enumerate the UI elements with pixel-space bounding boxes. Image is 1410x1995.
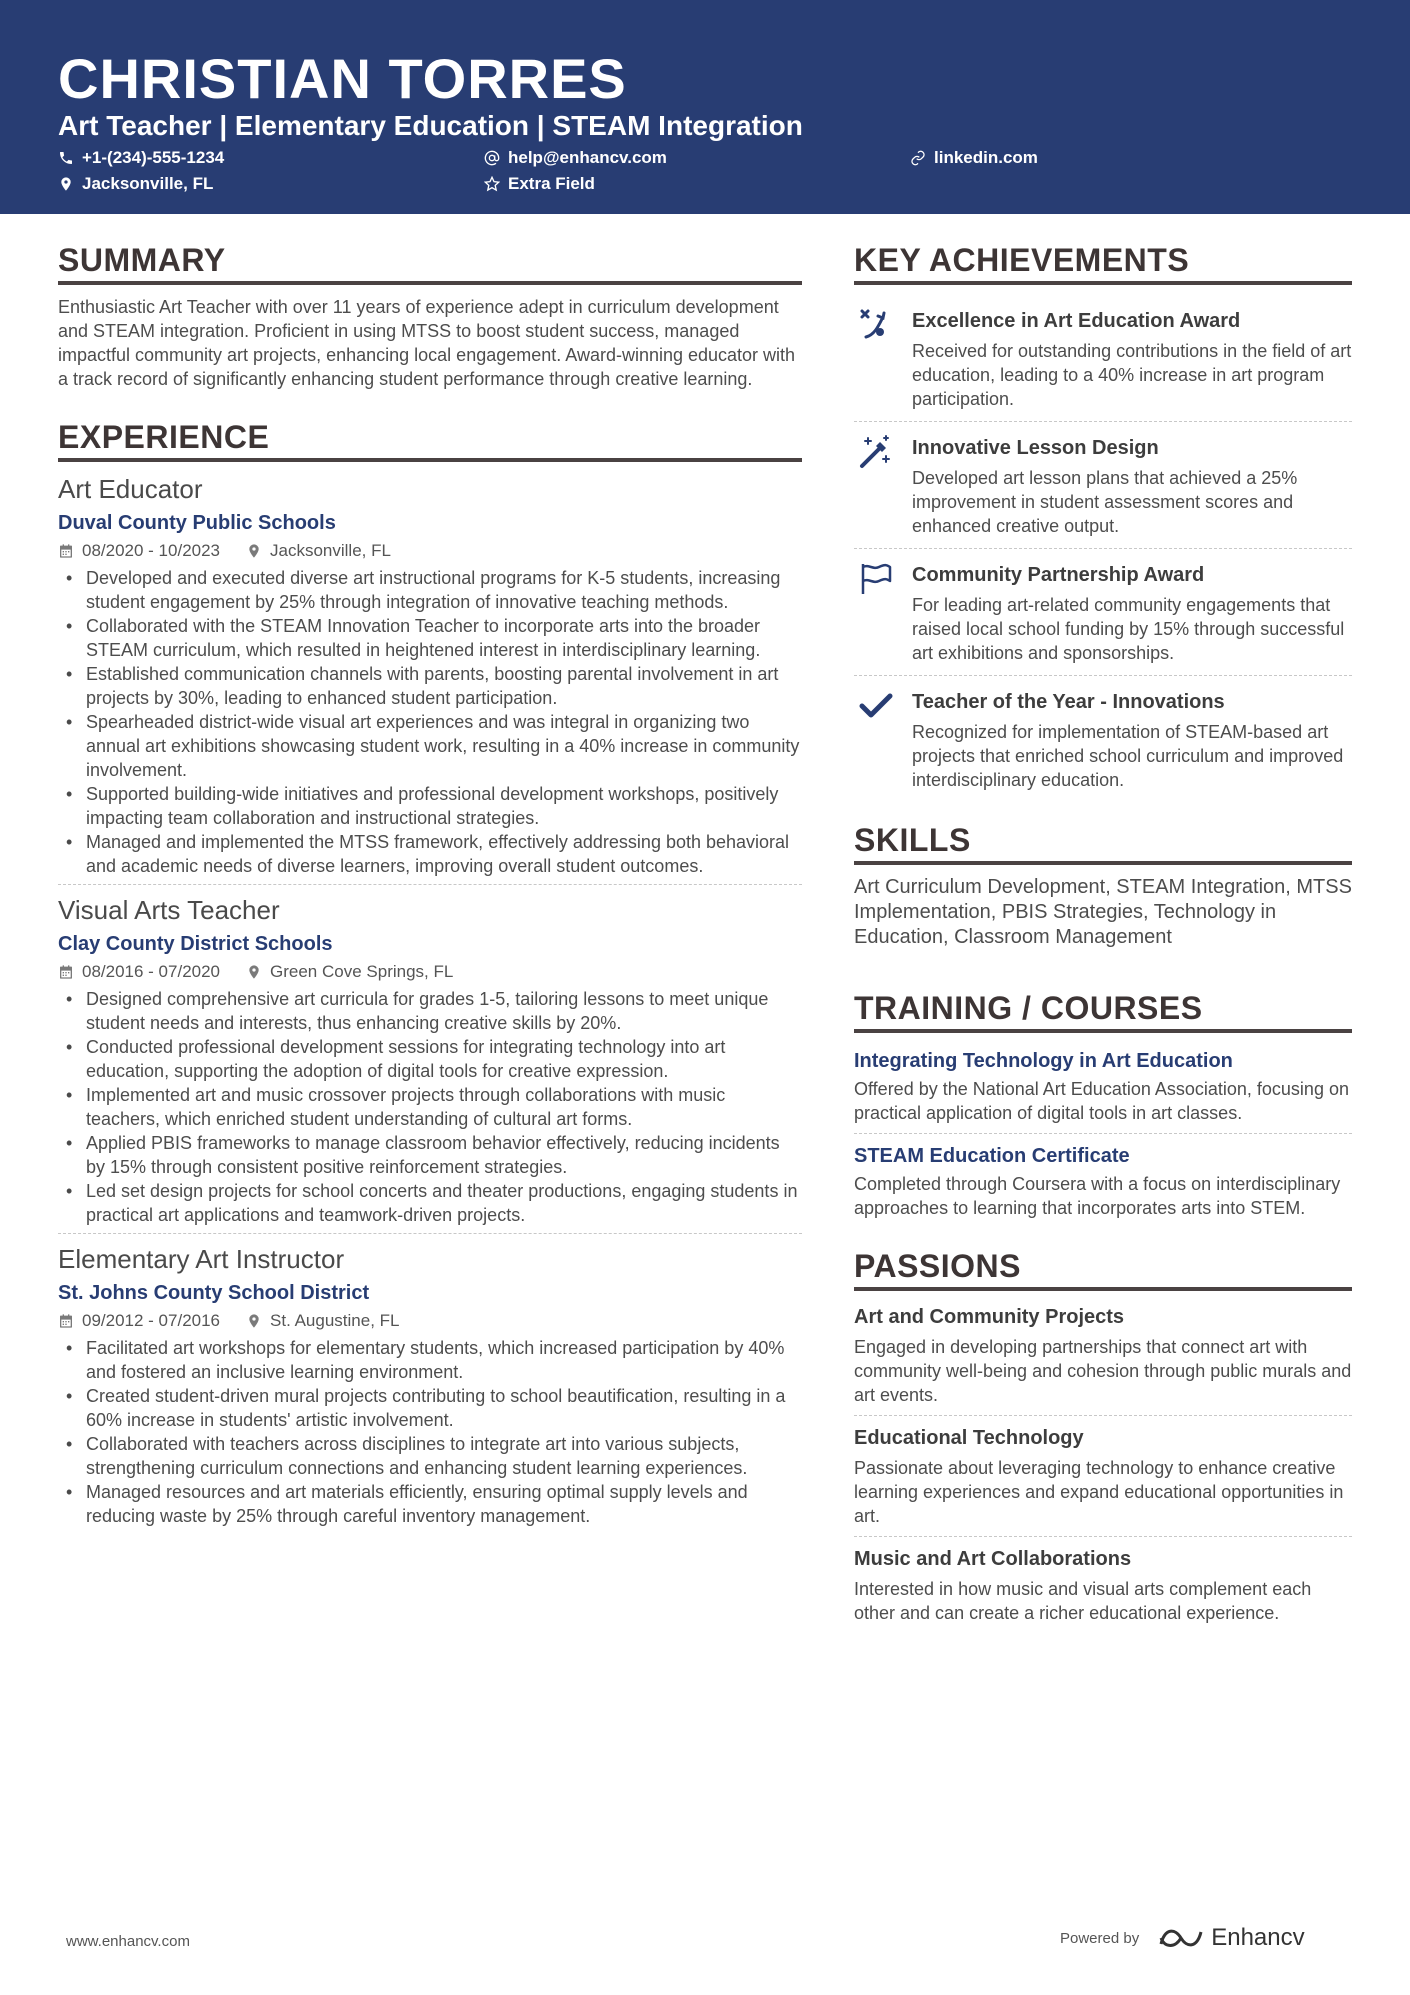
- passions-list: [854, 1301, 1352, 1633]
- link-icon: [910, 150, 926, 166]
- achievement-item: [854, 421, 1352, 548]
- candidate-tagline: Art Teacher | Elementary Education | STEAM Integration: [58, 110, 803, 141]
- passion-description: Passionate about leveraging technology to enhance creative learning experiences and expand educational opportunities in art.: [854, 1458, 1344, 1526]
- email-text[interactable]: help@enhancv.com: [508, 148, 667, 167]
- achievement-description: For leading art-related community engagements that raised local school funding by 15% through successful art exhibitions and sponsorships.: [912, 595, 1345, 663]
- achievement-title: Teacher of the Year - Innovations: [912, 691, 1225, 713]
- passion-title: Music and Art Collaborations: [854, 1548, 1132, 1570]
- job-title: Visual Arts Teacher: [58, 895, 280, 925]
- achievement-title: Excellence in Art Education Award: [912, 310, 1241, 332]
- course-description: Completed through Coursera with a focus on interdisciplinary approaches to learning that incorporates arts into STEM.: [854, 1174, 1341, 1218]
- company-name: St. Johns County School District: [58, 1282, 370, 1304]
- passion-item: [854, 1415, 1352, 1536]
- contact-extra: [484, 174, 595, 194]
- brand-text: Enhancv: [1211, 1924, 1305, 1951]
- experience-list: [58, 472, 802, 1534]
- job-location: [246, 959, 453, 985]
- achievement-icon-wrap: [854, 434, 912, 538]
- passion-description: Interested in how music and visual arts complement each other and can create a richer educational experience.: [854, 1579, 1312, 1623]
- achievement-body: [912, 561, 1352, 665]
- footer-website[interactable]: www.enhancv.com: [66, 1933, 190, 1950]
- job-dates-text: 09/2012 - 07/2016: [82, 1311, 221, 1330]
- job-meta: [58, 959, 802, 985]
- checkmark-icon: [858, 688, 894, 724]
- passion-description: Engaged in developing partnerships that connect art with community well-being and cohesion through public murals and art events.: [854, 1337, 1352, 1405]
- resume-header: [0, 0, 1410, 214]
- calendar-icon: [58, 543, 74, 559]
- contact-email[interactable]: [484, 148, 667, 168]
- job-bullets: [58, 987, 802, 1227]
- contact-location: [58, 174, 213, 194]
- job-bullet: • Managed and implemented the MTSS framework, effectively addressing both behavioral and academic needs of diverse learners, improving overall student outcomes.: [58, 830, 802, 878]
- extra-text: Extra Field: [508, 174, 595, 193]
- achievements-list: [854, 295, 1352, 802]
- course-title: STEAM Education Certificate: [854, 1145, 1130, 1167]
- job-bullet: • Collaborated with the STEAM Innovation Teacher to incorporate arts into the broader STEAM curriculum, which resulted in heightened interest in interdisciplinary learning.: [58, 614, 802, 662]
- skills-text: Art Curriculum Development, STEAM Integration, MTSS Implementation, PBIS Strategies, Technology in Education, Classroom Management: [854, 876, 1352, 948]
- achievement-icon-wrap: [854, 561, 912, 665]
- passion-title: Educational Technology: [854, 1427, 1084, 1449]
- job-bullet: • Applied PBIS frameworks to manage classroom behavior effectively, reducing incidents by 15% through consistent positive reinforcement strategies.: [58, 1131, 802, 1179]
- job-bullet: • Established communication channels with parents, boosting parental involvement in art projects by 30%, leading to enhanced student participation.: [58, 662, 802, 710]
- achievements-heading: KEY ACHIEVEMENTS: [854, 242, 1352, 285]
- job-location-text: Green Cove Springs, FL: [270, 962, 454, 981]
- achievement-title: Innovative Lesson Design: [912, 437, 1159, 459]
- location-pin-icon: [246, 1313, 262, 1329]
- left-column: [58, 242, 802, 1534]
- achievement-item: [854, 675, 1352, 802]
- job-location: [246, 1308, 399, 1334]
- achievement-description: Received for outstanding contributions in the field of art education, leading to a 40% increase in art program participation.: [912, 341, 1352, 409]
- strategy-icon: [858, 307, 894, 343]
- job-bullet: • Supported building-wide initiatives and professional development workshops, positively impacting team collaboration and instructional strategies.: [58, 782, 802, 830]
- experience-entry: [58, 1233, 802, 1534]
- contact-website[interactable]: [910, 148, 1038, 168]
- job-bullet: • Collaborated with teachers across disciplines to integrate art into various subjects, strengthening curriculum connections and enhancing student learning experiences.: [58, 1432, 802, 1480]
- achievement-item: [854, 295, 1352, 421]
- job-bullet: • Developed and executed diverse art instructional programs for K-5 students, increasing student engagement by 25% through integration of innovative teaching methods.: [58, 566, 802, 614]
- passions-heading: PASSIONS: [854, 1248, 1352, 1291]
- job-bullet: • Managed resources and art materials efficiently, ensuring optimal supply levels and reducing waste by 25% through careful inventory management.: [58, 1480, 802, 1528]
- job-bullet: • Facilitated art workshops for elementary students, which increased participation by 40% and fostered an inclusive learning environment.: [58, 1336, 802, 1384]
- achievement-icon-wrap: [854, 307, 912, 411]
- website-text[interactable]: linkedin.com: [934, 148, 1038, 167]
- job-dates: [58, 1308, 220, 1334]
- right-column: [854, 242, 1352, 1633]
- candidate-name: CHRISTIAN TORRES: [58, 47, 627, 110]
- achievement-item: [854, 548, 1352, 675]
- calendar-icon: [58, 1313, 74, 1329]
- location-pin-icon: [246, 543, 262, 559]
- job-location: [246, 538, 391, 564]
- passion-item: [854, 1536, 1352, 1633]
- powered-by-label: Powered by: [1060, 1929, 1140, 1947]
- achievement-description: Recognized for implementation of STEAM-based art projects that enriched school curriculum and improved interdisciplinary education.: [912, 722, 1344, 790]
- job-bullets: [58, 566, 802, 878]
- job-dates: [58, 959, 220, 985]
- enhancv-logo[interactable]: [1157, 1924, 1304, 1952]
- job-dates: [58, 538, 220, 564]
- job-bullet: • Conducted professional development sessions for integrating technology into art education, supporting the adoption of digital tools for creative expression.: [58, 1035, 802, 1083]
- achievement-title: Community Partnership Award: [912, 564, 1205, 586]
- location-text: Jacksonville, FL: [82, 174, 214, 193]
- contact-phone: [58, 148, 224, 168]
- experience-heading: EXPERIENCE: [58, 419, 802, 462]
- job-bullet: • Spearheaded district-wide visual art experiences and was integral in organizing two annual art exhibitions showcasing student work, resulting in a 40% increase in community involvement.: [58, 710, 802, 782]
- job-meta: [58, 1308, 802, 1334]
- job-dates-text: 08/2020 - 10/2023: [82, 541, 221, 560]
- passion-title: Art and Community Projects: [854, 1306, 1125, 1328]
- achievement-body: [912, 688, 1352, 792]
- flag-icon: [858, 561, 894, 597]
- job-bullet: • Designed comprehensive art curricula for grades 1-5, tailoring lessons to meet unique student needs and interests, thus enhancing creative skills by 20%.: [58, 987, 802, 1035]
- course-description: Offered by the National Art Education Association, focusing on practical application of digital tools in art classes.: [854, 1079, 1349, 1123]
- enhancv-logo-icon: [1157, 1924, 1205, 1952]
- job-meta: [58, 538, 802, 564]
- job-bullet: • Led set design projects for school concerts and theater productions, engaging students in practical art applications and teamwork-driven projects.: [58, 1179, 802, 1227]
- training-heading: TRAINING / COURSES: [854, 990, 1352, 1033]
- skills-heading: SKILLS: [854, 822, 1352, 865]
- location-pin-icon: [58, 176, 74, 192]
- summary-text: Enthusiastic Art Teacher with over 11 years of experience adept in curriculum development and STEAM integration. Proficient in using MTSS to boost student success, managed impactful community art projects, enhancing local engagement. Award-winning educator with a track record of significantly enhancing student performance through creative learning.: [58, 297, 796, 389]
- achievement-body: [912, 434, 1352, 538]
- location-pin-icon: [246, 964, 262, 980]
- job-bullet: • Created student-driven mural projects contributing to school beautification, resulting in a 60% increase in students' artistic involvement.: [58, 1384, 802, 1432]
- course-item: [854, 1043, 1352, 1133]
- summary-heading: SUMMARY: [58, 242, 802, 285]
- footer-branding: [1060, 1924, 1305, 1952]
- magic-wand-icon: [858, 434, 894, 470]
- achievement-icon-wrap: [854, 688, 912, 792]
- phone-text: +1-(234)-555-1234: [82, 148, 225, 167]
- experience-entry: [58, 884, 802, 1233]
- passion-item: [854, 1301, 1352, 1415]
- job-location-text: St. Augustine, FL: [270, 1311, 400, 1330]
- course-title: Integrating Technology in Art Education: [854, 1050, 1233, 1072]
- job-bullet: • Implemented art and music crossover projects through collaborations with music teachers, which enriched student understanding of cultural art forms.: [58, 1083, 802, 1131]
- phone-icon: [58, 150, 74, 166]
- training-list: [854, 1043, 1352, 1228]
- at-sign-icon: [484, 150, 500, 166]
- achievement-body: [912, 307, 1352, 411]
- company-name: Duval County Public Schools: [58, 512, 336, 534]
- job-title: Art Educator: [58, 474, 203, 504]
- experience-entry: [58, 472, 802, 884]
- star-icon: [484, 176, 500, 192]
- company-name: Clay County District Schools: [58, 933, 333, 955]
- job-dates-text: 08/2016 - 07/2020: [82, 962, 221, 981]
- job-title: Elementary Art Instructor: [58, 1244, 345, 1274]
- course-item: [854, 1133, 1352, 1228]
- calendar-icon: [58, 964, 74, 980]
- job-bullets: [58, 1336, 802, 1528]
- job-location-text: Jacksonville, FL: [270, 541, 391, 560]
- achievement-description: Developed art lesson plans that achieved a 25% improvement in student assessment scores and enhanced creative output.: [912, 468, 1298, 536]
